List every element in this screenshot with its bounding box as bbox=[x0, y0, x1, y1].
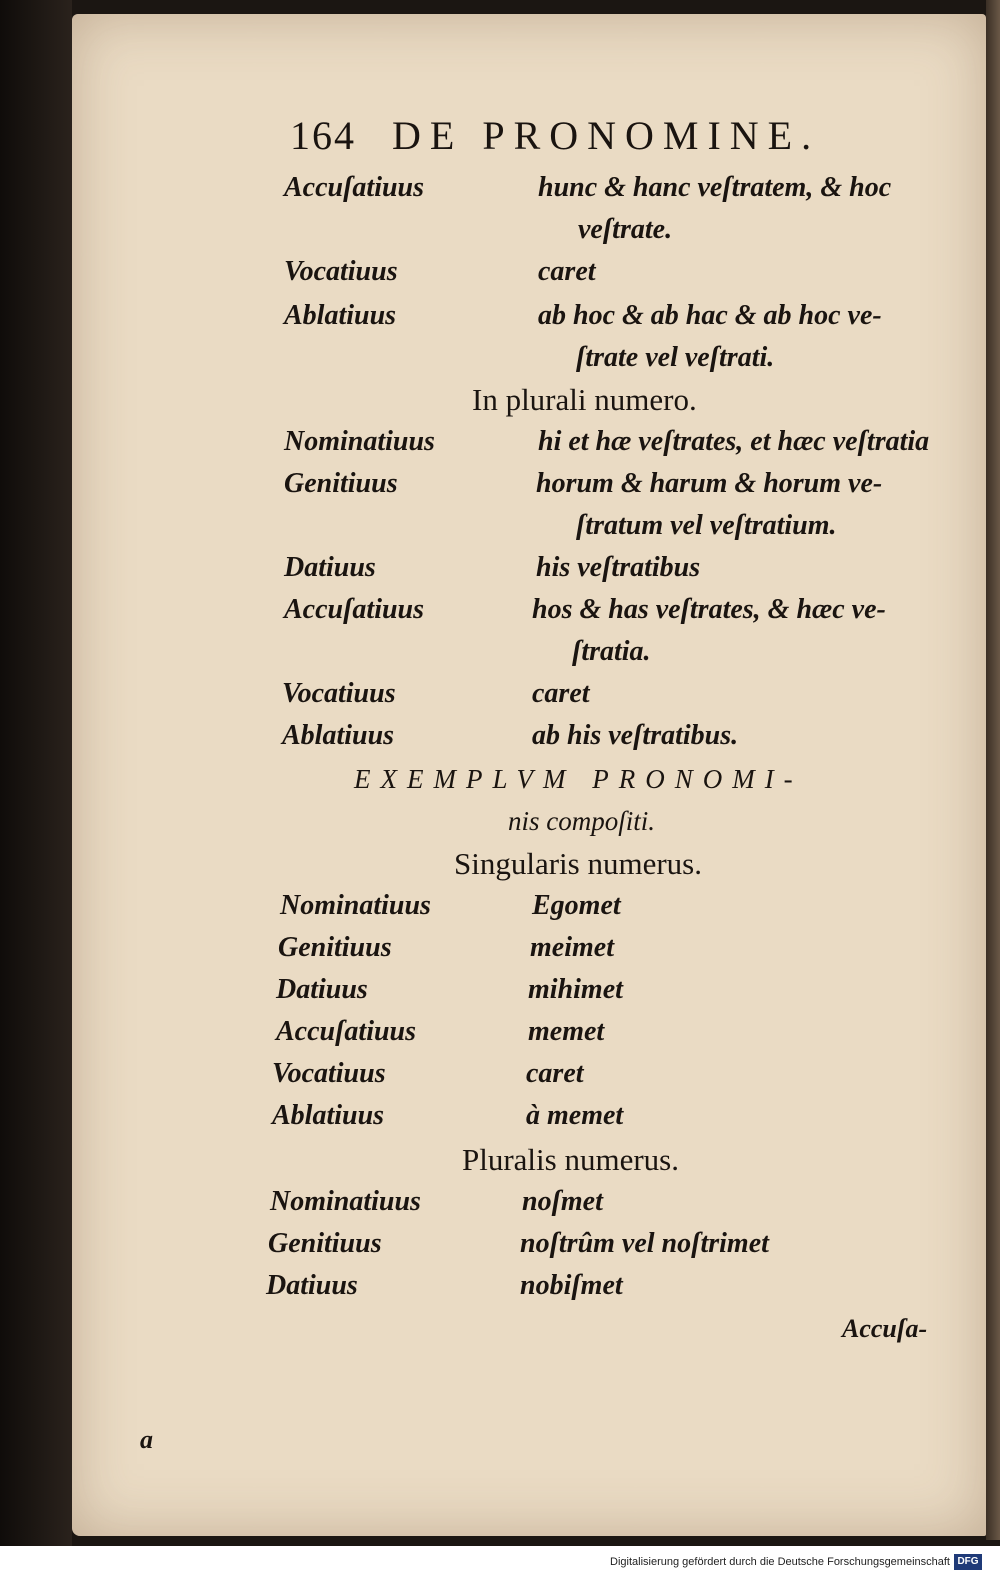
case-label: Genitiuus bbox=[278, 932, 392, 963]
page-title: DE PRONOMINE. bbox=[392, 113, 821, 158]
case-form: hi et hæ veſtrates, et hæc veſtratia bbox=[538, 426, 930, 457]
page-number: 164 bbox=[290, 113, 356, 158]
case-form: nobiſmet bbox=[520, 1270, 623, 1301]
case-form: memet bbox=[528, 1016, 605, 1047]
catchword: Accuſa- bbox=[842, 1314, 928, 1343]
case-form: ab hoc & ab hac & ab hoc ve- bbox=[538, 300, 882, 331]
case-label: Accuſatiuus bbox=[284, 172, 425, 203]
section-heading: Singularis numerus. bbox=[454, 846, 702, 881]
case-label: Ablatiuus bbox=[272, 1100, 385, 1131]
case-label: Accuſatiuus bbox=[284, 594, 425, 625]
case-form: meimet bbox=[530, 932, 614, 963]
case-form-continuation: ſtrate vel veſtrati. bbox=[576, 342, 775, 373]
case-label: Nominatiuus bbox=[270, 1186, 421, 1217]
dfg-logo-icon: DFG bbox=[954, 1554, 982, 1570]
case-form-continuation: veſtrate. bbox=[578, 214, 673, 245]
case-label: Ablatiuus bbox=[282, 720, 395, 751]
exemplum-heading: EXEMPLVM PRONOMI- bbox=[354, 764, 803, 794]
digitization-footer bbox=[0, 1546, 1000, 1588]
case-form: à memet bbox=[526, 1100, 624, 1131]
case-form: caret bbox=[538, 256, 596, 287]
case-label: Genitiuus bbox=[284, 468, 398, 499]
case-form: caret bbox=[532, 678, 590, 709]
case-form: Egomet bbox=[532, 890, 621, 921]
book-spine-shadow bbox=[0, 0, 72, 1588]
case-form: horum & harum & horum ve- bbox=[536, 468, 883, 499]
case-form: noſtrûm vel noſtrimet bbox=[520, 1228, 769, 1259]
case-label: Accuſatiuus bbox=[276, 1016, 417, 1047]
exemplum-heading-continuation: nis compoſiti. bbox=[508, 806, 655, 836]
page-edge bbox=[986, 0, 1000, 1540]
case-label: Datiuus bbox=[266, 1270, 358, 1301]
case-label: Vocatiuus bbox=[272, 1058, 386, 1089]
case-form: his veſtratibus bbox=[536, 552, 701, 583]
case-label: Ablatiuus bbox=[284, 300, 397, 331]
case-label: Nominatiuus bbox=[284, 426, 435, 457]
case-form: hunc & hanc veſtratem, & hoc bbox=[538, 172, 892, 203]
footer-credit: Digitalisierung gefördert durch die Deutsche Forschungsgemeinschaft bbox=[610, 1556, 950, 1568]
case-label: Vocatiuus bbox=[282, 678, 396, 709]
case-label: Datiuus bbox=[284, 552, 376, 583]
case-label: Datiuus bbox=[276, 974, 368, 1005]
case-label: Vocatiuus bbox=[284, 256, 398, 287]
case-label: Genitiuus bbox=[268, 1228, 382, 1259]
case-form-continuation: ſtratia. bbox=[572, 636, 651, 667]
case-form: hos & has veſtrates, & hæc ve- bbox=[532, 594, 886, 625]
case-form: mihimet bbox=[528, 974, 623, 1005]
case-label: Nominatiuus bbox=[280, 890, 431, 921]
signature-mark: a bbox=[140, 1425, 153, 1454]
section-heading: In plurali numero. bbox=[472, 382, 697, 417]
case-form: ab his veſtratibus. bbox=[532, 720, 739, 751]
case-form: caret bbox=[526, 1058, 584, 1089]
running-header bbox=[290, 112, 820, 159]
case-form-continuation: ſtratum vel veſtratium. bbox=[576, 510, 837, 541]
section-heading: Pluralis numerus. bbox=[462, 1142, 679, 1177]
case-form: noſmet bbox=[522, 1186, 603, 1217]
